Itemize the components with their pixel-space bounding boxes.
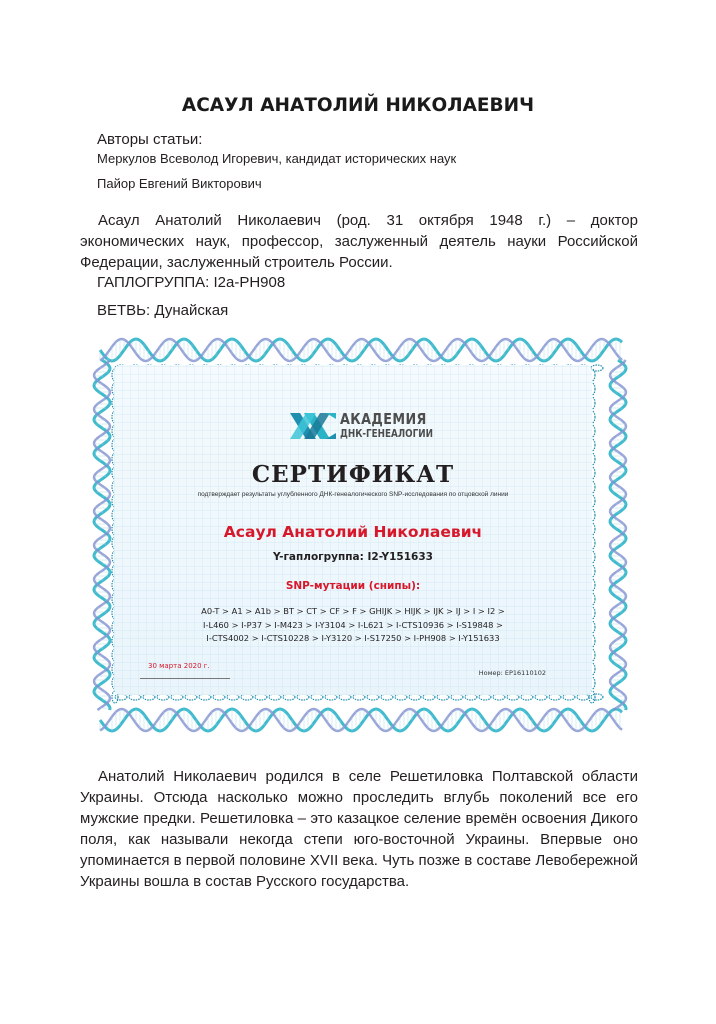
author-name: Пайор Евгений Викторович <box>97 176 262 191</box>
article-title: АСАУЛ АНАТОЛИЙ НИКОЛАЕВИЧ <box>181 95 535 116</box>
snp-line: I-L460 > I-P37 > I-M423 > I-Y3104 > I-L621 > I-CTS10936 > I-S19848 > <box>203 619 503 630</box>
crossed-helix-logo-icon <box>290 409 336 443</box>
branch-line: ВЕТВЬ: Дунайская <box>97 302 229 319</box>
haplogroup-line: ГАПЛОГРУППА: I2a-PH908 <box>97 274 286 291</box>
certificate-date: 30 марта 2020 г. <box>148 662 210 670</box>
dna-chain-link <box>591 365 603 371</box>
certificate-body <box>114 365 592 695</box>
biography-paragraph-text: Анатолий Николаевич родился в селе Решетиловка Полтавской области Украины. Отсюда насколько можно проследить вглубь поколений все его мужские предки. Решетиловка – это казацкое селение времён освоения Дикого поля, как называли некогда степи юго-восточной Украины. Впервые оно упоминается в первой половине XVII века. Чуть позже в составе Левобережной Украины вошла в состав Русского государства. <box>80 768 638 890</box>
certificate-subtitle: подтверждает результаты углубленного ДНК-генеалогического SNP-исследования по отцовской линии <box>197 491 509 498</box>
authors-label: Авторы статьи: <box>97 131 203 148</box>
author-name: Меркулов Всеволод Игоревич, кандидат исторических наук <box>97 151 457 166</box>
signature-line <box>140 678 230 679</box>
certificate-title: СЕРТИФИКАТ <box>251 461 455 488</box>
snp-line: I-CTS4002 > I-CTS10228 > I-Y3120 > I-S17250 > I-PH908 > I-Y151633 <box>206 633 500 643</box>
intro-paragraph-text: Асаул Анатолий Николаевич (род. 31 октября 1948 г.) – доктор экономических наук, профессор, заслуженный деятель науки Российской Федерации, заслуженный строитель России. <box>80 212 638 271</box>
logo-line1: АКАДЕМИЯ <box>340 410 427 428</box>
certificate-number: Номер: EP16110102 <box>478 669 546 677</box>
snp-chain <box>134 605 572 646</box>
certificate-haplogroup: Y-гаплогруппа: I2-Y151633 <box>273 551 433 563</box>
intro-paragraph <box>80 210 638 273</box>
snp-title: SNP-мутации (снипы): <box>285 580 421 592</box>
certificate-holder-name: Асаул Анатолий Николаевич <box>223 523 483 541</box>
snp-line: A0-T > A1 > A1b > BT > CT > CF > F > GHIJK > HIJK > IJK > IJ > I > I2 > <box>201 606 505 616</box>
biography-paragraph <box>80 766 638 892</box>
academy-logo <box>290 409 490 445</box>
dna-chain-link <box>591 694 603 700</box>
logo-line2: ДНК-ГЕНЕАЛОГИИ <box>340 427 433 440</box>
dna-certificate-image <box>92 335 632 735</box>
